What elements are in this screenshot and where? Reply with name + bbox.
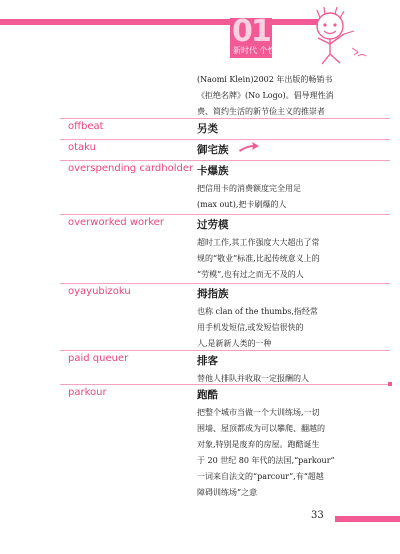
definition-line: 超时工作,其工作强度大大超出了常 — [197, 238, 320, 247]
entry-chinese: 卡爆族 — [197, 165, 229, 177]
entry-term: overspending cardholder — [68, 163, 194, 174]
entry-chinese: 排客 — [197, 355, 218, 367]
entry-divider — [60, 160, 390, 161]
footer-bar — [335, 516, 400, 522]
definition-line: 人,是新新人类的一种 — [197, 339, 272, 348]
entry-divider — [60, 350, 390, 351]
entry-term: paid queuer — [68, 353, 129, 364]
entry-term: offbeat — [68, 121, 104, 132]
intro-text — [197, 72, 387, 120]
entry-divider — [60, 384, 390, 385]
pink-arrow-icon — [238, 141, 260, 153]
definition-line: 于 20 世纪 80 年代的法国,“parkour” — [197, 456, 335, 465]
entry-definition — [197, 181, 392, 213]
definition-line: 用手机发短信,或发短信很快的 — [197, 323, 304, 332]
entry-definition — [197, 235, 392, 283]
entry-chinese: 拇指族 — [197, 288, 229, 300]
intro-line: 费、简约生活的新节俭主义的推崇者 — [197, 107, 325, 116]
chapter-subtitle: 新时代 个性E飞扬 — [233, 46, 297, 55]
intro-line: (Naomi Klein)2002 年出版的畅销书 — [197, 75, 333, 84]
chapter-number: 01 — [232, 14, 270, 49]
entry-chinese: 跑酷 — [197, 389, 218, 401]
definition-line: “劳模”,也有过之而无不及的人 — [197, 270, 304, 279]
definition-line: 对象,特别是废弃的房屋。跑酷诞生 — [197, 440, 320, 449]
definition-line: 围墙、屋顶都成为可以攀爬、翻越的 — [197, 424, 325, 433]
entry-divider — [60, 214, 390, 215]
definition-line: (max out),把卡刷爆的人 — [197, 200, 287, 209]
definition-line: 一词来自法文的“parcour”,有“超越 — [197, 472, 324, 481]
entry-divider — [60, 118, 390, 119]
entry-term: otaku — [68, 142, 96, 153]
entry-term: oyayubizoku — [68, 286, 131, 297]
divider-end-mark — [388, 382, 392, 386]
entry-chinese: 御宅族 — [197, 144, 229, 156]
entry-term: parkour — [68, 387, 107, 398]
entry-term: overworked worker — [68, 217, 164, 228]
definition-line: 也称 clan of the thumbs,指经常 — [197, 307, 318, 316]
entry-chinese: 过劳模 — [197, 219, 229, 231]
cartoon-mascot-icon — [300, 4, 370, 66]
definition-line: 规的“敬业”标准,比起传统意义上的 — [197, 254, 320, 263]
definition-line: 替他人排队并收取一定报酬的人 — [197, 374, 309, 383]
entry-divider — [60, 283, 390, 284]
entry-divider — [60, 139, 390, 140]
definition-line: 把信用卡的消费额度完全用足 — [197, 184, 301, 193]
entry-definition — [197, 405, 392, 501]
intro-line: 《拒绝名牌》(No Logo)。倡导理性消 — [197, 91, 334, 100]
entry-chinese: 另类 — [197, 123, 218, 135]
definition-line: 把整个城市当做一个大训练场,一切 — [197, 408, 320, 417]
entry-definition — [197, 304, 392, 352]
definition-line: 障碍训练场”之意 — [197, 488, 258, 497]
page-number: 33 — [311, 510, 324, 521]
